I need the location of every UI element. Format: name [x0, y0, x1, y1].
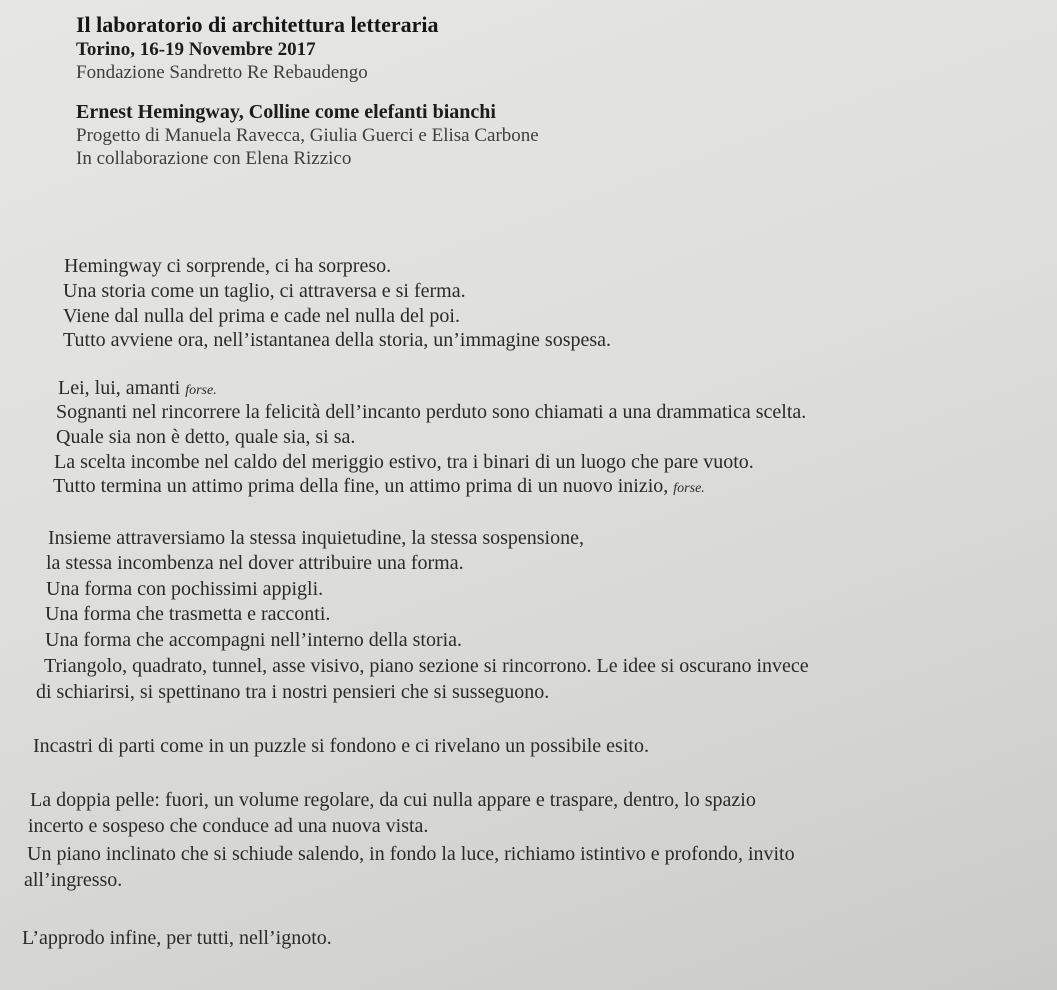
stanza2-line1-forse: forse.: [185, 383, 217, 398]
stanza2-line3: Quale sia non è detto, quale sia, si sa.: [56, 426, 356, 448]
stanza1-line4: Tutto avviene ora, nell’istantanea della storia, un’immagine sospesa.: [63, 329, 612, 351]
project-credits: Progetto di Manuela Ravecca, Giulia Guerci e Elisa Carbone: [76, 125, 539, 146]
stanza2-line2: Sognanti nel rincorrere la felicità dell’incanto perduto sono chiamati a una drammatica scelta.: [56, 401, 807, 423]
work-title: Ernest Hemingway, Colline come elefanti bianchi: [76, 101, 496, 123]
stanza3-line1: Insieme attraversiamo la stessa inquietudine, la stessa sospensione,: [48, 527, 584, 549]
stanza5-line3: Un piano inclinato che si schiude salendo, in fondo la luce, richiamo istintivo e profondo, invito: [27, 843, 795, 865]
stanza1-line2: Una storia come un taglio, ci attraversa e si ferma.: [63, 280, 466, 302]
stanza2-line1-text: Lei, lui, amanti: [58, 377, 186, 399]
stanza2-line1: [58, 376, 217, 403]
stanza2-line5-forse: forse.: [673, 481, 705, 496]
stanza5-line2: incerto e sospeso che conduce ad una nuova vista.: [28, 815, 429, 837]
stanza3-line6: Triangolo, quadrato, tunnel, asse visivo, piano sezione si rincorrono. Le idee si oscurano invece: [44, 655, 809, 677]
foundation-name: Fondazione Sandretto Re Rebaudengo: [76, 62, 368, 83]
stanza3-line5: Una forma che accompagni nell’interno della storia.: [45, 629, 463, 651]
stanza3-line2: la stessa incombenza nel dover attribuire una forma.: [46, 552, 464, 574]
stanza5-line4: all’ingresso.: [24, 869, 123, 891]
stanza1-line1: Hemingway ci sorprende, ci ha sorpreso.: [64, 255, 392, 277]
stanza3-line3: Una forma con pochissimi appigli.: [46, 578, 324, 600]
closing-line: L’approdo infine, per tutti, nell’ignoto.: [22, 927, 332, 949]
lab-title: Il laboratorio di architettura letteraria: [76, 12, 439, 37]
stanza2-line5-text: Tutto termina un attimo prima della fine, un attimo prima di un nuovo inizio,: [53, 475, 674, 497]
stanza3-line7: di schiarirsi, si spettinano tra i nostri pensieri che si susseguono.: [36, 681, 550, 703]
stanza4-line1: Incastri di parti come in un puzzle si fondono e ci rivelano un possibile esito.: [33, 735, 649, 757]
stanza1-line3: Viene dal nulla del prima e cade nel nulla del poi.: [63, 305, 460, 327]
stanza2-line5: [53, 474, 705, 501]
stanza5-line1: La doppia pelle: fuori, un volume regolare, da cui nulla appare e traspare, dentro, lo spazio: [30, 789, 756, 811]
stanza3-line4: Una forma che trasmetta e racconti.: [45, 603, 331, 625]
collaboration-credits: In collaborazione con Elena Rizzico: [76, 148, 352, 169]
stanza2-line4: La scelta incombe nel caldo del meriggio estivo, tra i binari di un luogo che pare vuoto.: [54, 451, 754, 473]
city-date: Torino, 16-19 Novembre 2017: [76, 39, 316, 60]
